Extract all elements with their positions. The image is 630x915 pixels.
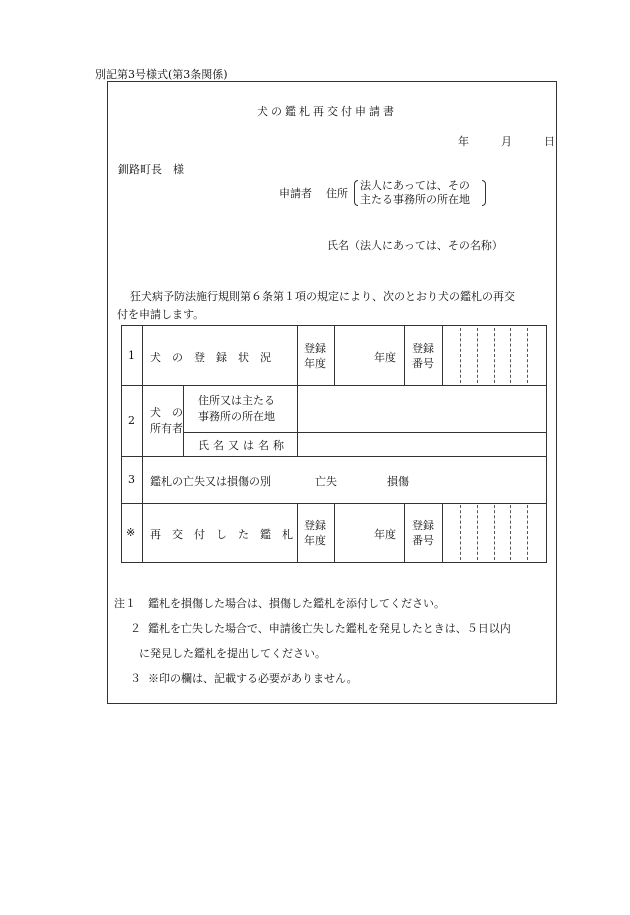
row1-number: 1 (128, 349, 135, 362)
r1-d1 (460, 328, 461, 383)
address-note (360, 179, 470, 207)
r1-v3 (404, 326, 405, 385)
row4-mark: ※ (126, 526, 136, 539)
row1-reg-no-line-2: 番号 (412, 357, 434, 370)
row3-number: 3 (128, 473, 135, 486)
row3-damaged: 損傷 (387, 475, 409, 488)
row2-owner-line-1: 犬 の (150, 406, 183, 419)
row4-reg-no-label (412, 518, 434, 548)
row4-reg-no-line-2: 番号 (412, 534, 434, 547)
bracket-right (482, 180, 486, 206)
r1-v4 (442, 326, 443, 385)
date-line (458, 133, 555, 149)
row-divider-2a (183, 432, 546, 433)
row2-address-line-2: 事務所の所在地 (198, 410, 275, 423)
r4-d4 (510, 505, 511, 560)
r4-v3 (404, 503, 405, 562)
note-1: 鑑札を損傷した場合は、損傷した鑑札を添付してください。 (148, 597, 445, 610)
row-divider-2 (122, 456, 546, 457)
row2-name-label: 氏名又は名称 (198, 439, 288, 452)
row4-reg-year-line-1: 登録 (304, 519, 326, 532)
row-divider-1 (122, 385, 546, 386)
col-num-divider (142, 326, 143, 562)
row2-address-label (198, 393, 275, 425)
note-2-label: ２ (130, 622, 141, 635)
form-number: 別記第3号様式(第3条関係) (95, 68, 228, 81)
row4-reg-no-line-1: 登録 (412, 519, 434, 532)
address-note-line-2: 主たる事務所の所在地 (360, 193, 470, 206)
name-label: 氏名（法人にあっては、その名称） (327, 239, 503, 252)
r1-d4 (510, 328, 511, 383)
body-line-1: 狂犬病予防法施行規則第６条第１項の規定により、次のとおり犬の鑑札の再交 (130, 290, 515, 303)
r2-v2 (297, 385, 298, 456)
r4-v1 (297, 503, 298, 562)
note-3: ※印の欄は、記載する必要がありません。 (148, 672, 358, 685)
row3-label: 鑑札の亡失又は損傷の別 (150, 475, 271, 488)
r1-v1 (297, 326, 298, 385)
note-3-label: ３ (130, 672, 141, 685)
row1-nendo: 年度 (374, 351, 396, 364)
row1-reg-year-line-1: 登録 (304, 342, 326, 355)
r1-d3 (494, 328, 495, 383)
row1-reg-year-label (304, 341, 326, 371)
application-table (121, 325, 547, 563)
row4-reg-year-label (304, 518, 326, 548)
row2-number: 2 (128, 414, 135, 427)
r4-d2 (477, 505, 478, 560)
address-label: 住所 (326, 187, 348, 200)
row2-address-line-1: 住所又は主たる (198, 394, 275, 407)
note-2-line-2: に発見した鑑札を提出してください。 (139, 647, 326, 660)
r1-d5 (527, 328, 528, 383)
date-year: 年 (458, 135, 469, 148)
row1-label: 犬 の 登 録 状 況 (150, 351, 271, 364)
row2-owner-label (150, 405, 183, 437)
date-month: 月 (501, 135, 512, 148)
r2-v1 (183, 385, 184, 456)
row1-reg-no-line-1: 登録 (412, 342, 434, 355)
bracket-left (354, 180, 358, 206)
row4-label: 再 交 付 し た 鑑 札 (150, 528, 293, 541)
row3-lost: 亡失 (315, 475, 337, 488)
r4-d1 (460, 505, 461, 560)
note-1-label: 注１ (114, 597, 136, 610)
address-note-line-1: 法人にあっては、その (360, 179, 470, 192)
applicant-label: 申請者 (279, 187, 312, 200)
addressee: 釧路町長 様 (118, 163, 184, 176)
row4-reg-year-line-2: 年度 (304, 534, 326, 547)
r4-v4 (442, 503, 443, 562)
row2-owner-line-2: 所有者 (150, 422, 183, 435)
r1-d2 (477, 328, 478, 383)
r4-v2 (334, 503, 335, 562)
row1-reg-no-label (412, 341, 434, 371)
r1-v2 (334, 326, 335, 385)
date-day: 日 (544, 135, 555, 148)
row1-reg-year-line-2: 年度 (304, 357, 326, 370)
note-2-line-1: 鑑札を亡失した場合で、申請後亡失した鑑札を発見したときは、５日以内 (148, 622, 511, 635)
r4-d5 (527, 505, 528, 560)
form-title: 犬の鑑札再交付申請書 (257, 105, 397, 118)
body-line-2: 付を申請します。 (117, 308, 205, 321)
row4-nendo: 年度 (374, 528, 396, 541)
r4-d3 (494, 505, 495, 560)
